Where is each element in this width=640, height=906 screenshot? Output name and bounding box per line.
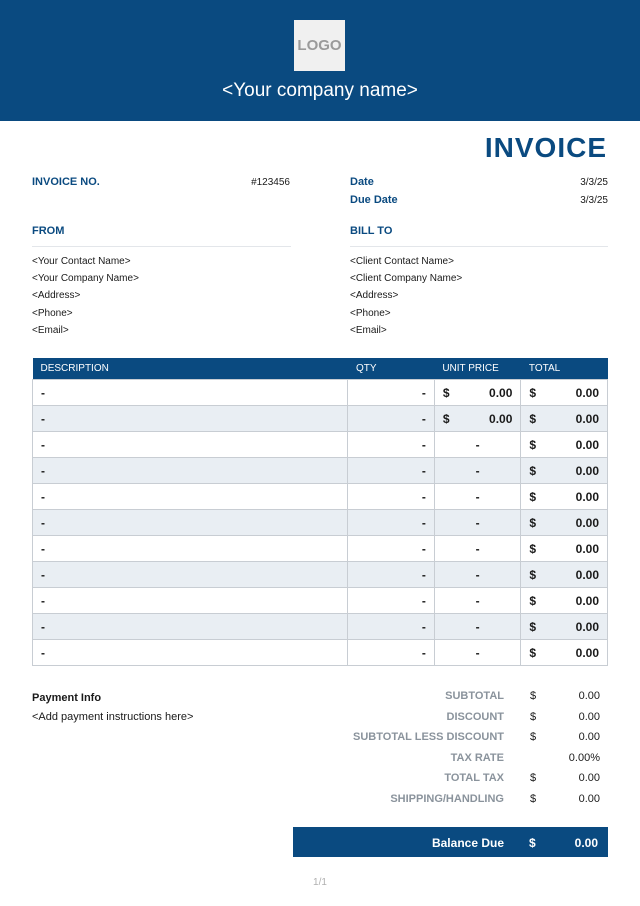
header-banner (0, 0, 640, 121)
item-unit-price: 0.00 (489, 411, 513, 426)
date-value: 3/3/25 (580, 177, 608, 188)
summary-row (300, 711, 600, 731)
item-qty: - (421, 645, 426, 660)
item-total-currency: $ (529, 619, 537, 634)
summary-row (300, 752, 600, 772)
item-unit-price: - (475, 437, 480, 452)
item-total-currency: $ (529, 437, 537, 452)
item-qty: - (421, 593, 426, 608)
summary-row (300, 793, 600, 813)
summary-amount: 0.00 (578, 772, 600, 784)
item-total-currency: $ (529, 645, 537, 660)
item-total-currency: $ (529, 489, 537, 504)
summary-amount: 0.00 (578, 690, 600, 702)
item-qty: - (421, 541, 426, 556)
item-unit-price: 0.00 (489, 385, 513, 400)
item-total: 0.00 (575, 541, 599, 556)
table-row (33, 510, 608, 536)
item-qty: - (421, 619, 426, 634)
col-total: TOTAL (521, 358, 608, 380)
table-row (33, 562, 608, 588)
item-qty: - (421, 411, 426, 426)
bill-to-line: <Client Company Name> (350, 273, 463, 285)
item-description: - (41, 541, 45, 556)
company-name: <Your company name> (222, 80, 418, 101)
item-total: 0.00 (575, 593, 599, 608)
table-body (33, 380, 608, 666)
item-qty: - (421, 489, 426, 504)
from-label: FROM (32, 225, 65, 237)
summary-row (300, 772, 600, 792)
table-row (33, 640, 608, 666)
item-qty: - (421, 567, 426, 582)
item-description: - (41, 645, 45, 660)
item-total: 0.00 (575, 411, 599, 426)
item-total-currency: $ (529, 411, 537, 426)
summary-label: SUBTOTAL LESS DISCOUNT (353, 731, 504, 743)
summary-currency: $ (530, 710, 537, 723)
item-total: 0.00 (575, 567, 599, 582)
summary-currency: $ (530, 792, 537, 805)
item-total-currency: $ (529, 541, 537, 556)
item-description: - (41, 619, 45, 634)
item-unit-price: - (475, 619, 480, 634)
bill-to-label: BILL TO (350, 225, 393, 237)
from-line: <Email> (32, 324, 69, 336)
table-row (33, 380, 608, 406)
summary-label: SHIPPING/HANDLING (390, 792, 504, 805)
summary-currency: $ (530, 731, 537, 743)
table-header-row (33, 358, 608, 380)
table-row (33, 614, 608, 640)
item-unit-currency: $ (442, 411, 450, 426)
item-total: 0.00 (575, 437, 599, 452)
summary-amount: 0.00 (578, 731, 600, 743)
balance-due-currency: $ (529, 836, 536, 850)
item-unit-currency: $ (442, 385, 450, 400)
bill-to-line: <Phone> (350, 307, 391, 319)
bill-to-line: <Client Contact Name> (350, 256, 454, 267)
item-total-currency: $ (529, 463, 537, 478)
summary-label: TOTAL TAX (444, 772, 504, 784)
item-description: - (41, 411, 45, 426)
item-total: 0.00 (575, 515, 599, 530)
table-row (33, 536, 608, 562)
bill-to-divider (350, 246, 608, 247)
item-unit-price: - (475, 463, 480, 478)
payment-info-title: Payment Info (32, 692, 102, 704)
item-description: - (41, 385, 45, 400)
item-qty: - (421, 463, 426, 478)
bill-to-line: <Address> (350, 290, 399, 302)
summary-amount: 0.00 (578, 792, 600, 805)
item-total: 0.00 (575, 489, 599, 504)
summary-label: DISCOUNT (446, 710, 504, 723)
table-row (33, 458, 608, 484)
item-description: - (41, 489, 45, 504)
item-unit-price: - (475, 645, 480, 660)
summary-label: TAX RATE (450, 751, 504, 764)
item-description: - (41, 515, 45, 530)
bill-to-line: <Email> (350, 324, 387, 336)
line-items-table (32, 358, 608, 666)
bill-to-address (350, 253, 462, 339)
table-row (33, 588, 608, 614)
item-unit-price: - (475, 567, 480, 582)
item-total: 0.00 (575, 645, 599, 660)
item-total: 0.00 (575, 463, 599, 478)
item-description: - (41, 437, 45, 452)
due-date-value: 3/3/25 (580, 195, 608, 206)
page-number: 1/1 (313, 877, 327, 888)
item-total-currency: $ (529, 385, 537, 400)
item-total-currency: $ (529, 515, 537, 530)
item-unit-price: - (475, 489, 480, 504)
item-qty: - (421, 515, 426, 530)
summary-amount: 0.00% (568, 751, 600, 764)
item-total-currency: $ (529, 593, 537, 608)
from-line: <Address> (32, 290, 81, 302)
summary-amount: 0.00 (578, 710, 600, 723)
table-row (33, 484, 608, 510)
item-description: - (41, 593, 45, 608)
item-qty: - (421, 437, 426, 452)
summary-label: SUBTOTAL (445, 690, 504, 702)
from-line: <Phone> (32, 307, 73, 319)
col-description: DESCRIPTION (33, 358, 348, 380)
item-total: 0.00 (575, 385, 599, 400)
item-unit-price: - (475, 541, 480, 556)
item-unit-price: - (475, 515, 480, 530)
item-description: - (41, 567, 45, 582)
from-address (32, 253, 139, 339)
company-logo: LOGO (294, 20, 345, 71)
item-description: - (41, 463, 45, 478)
table-row (33, 406, 608, 432)
summary-row (300, 731, 600, 751)
col-unit-price: UNIT PRICE (434, 358, 521, 380)
date-label: Date (350, 176, 374, 188)
invoice-no-value: #123456 (251, 177, 290, 188)
item-total: 0.00 (575, 619, 599, 634)
due-date-label: Due Date (350, 194, 398, 206)
summary-currency: $ (530, 690, 537, 702)
col-qty: QTY (348, 358, 434, 380)
item-qty: - (421, 385, 426, 400)
balance-due-label: Balance Due (431, 836, 504, 850)
item-unit-price: - (475, 593, 480, 608)
from-line: <Your Company Name> (32, 273, 139, 285)
invoice-title: INVOICE (484, 132, 607, 163)
balance-due-bar (293, 827, 608, 857)
summary-row (300, 690, 600, 710)
summary-currency: $ (530, 772, 537, 784)
from-divider (32, 246, 291, 247)
invoice-no-label: INVOICE NO. (32, 176, 100, 188)
payment-instructions: <Add payment instructions here> (32, 711, 194, 723)
table-row (33, 432, 608, 458)
item-total-currency: $ (529, 567, 537, 582)
from-line: <Your Contact Name> (32, 256, 131, 267)
balance-due-amount: 0.00 (574, 836, 598, 850)
